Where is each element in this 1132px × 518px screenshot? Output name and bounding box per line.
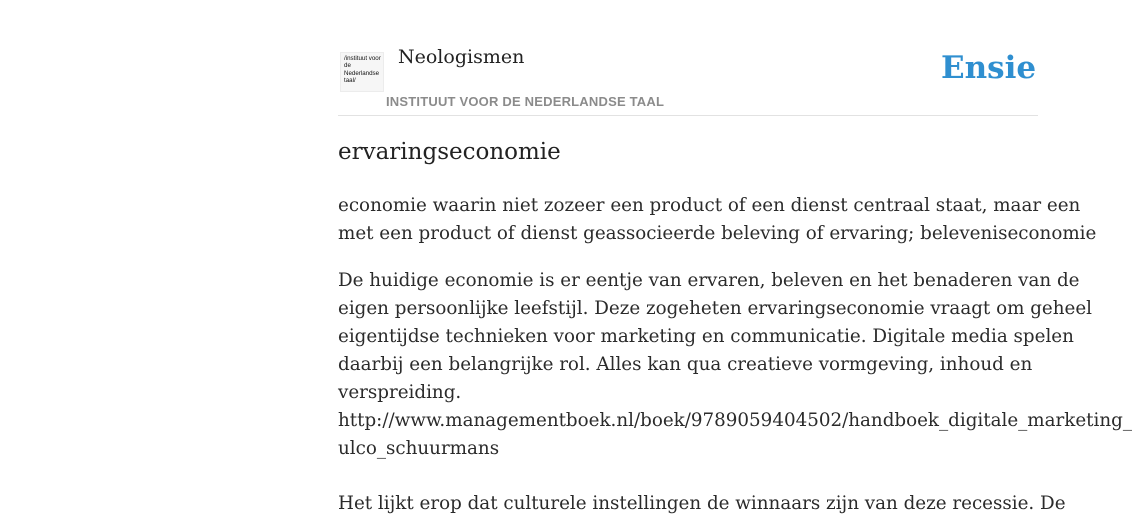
header-divider: [338, 115, 1038, 116]
entry-definition: economie waarin niet zozeer een product of een dienst centraal staat, maar een met een product of dienst geassocieerde beleving of ervaring; beleveniseconomie: [338, 195, 1097, 244]
example-quote: De huidige economie is er eentje van ervaren, beleven en het benaderen van de eigen persoonlijke leefstijl. Deze zogeheten ervaringseconomie vraagt om geheel eigentijdse technieken voor marketing en communicatie. Digitale media spelen daarbij een belangrijke rol. Alles kan qua creatieve vormgeving, inhoud en verspreiding. http://www.managementboek.nl/boek/9789059404502/handboek_digitale_marketing_ ulco_schuurmans: [338, 270, 1132, 459]
page-header: [338, 0, 1038, 116]
inl-logo[interactable]: /instituut voor de Nederlandse taal/: [340, 52, 384, 92]
entry-term: ervaringseconomie: [338, 139, 561, 165]
institute-subtitle: INSTITUUT VOOR DE NEDERLANDSE TAAL: [386, 94, 665, 109]
ensie-logo-link[interactable]: Ensie: [941, 50, 1037, 86]
example-quote: Het lijkt erop dat culturele instellingen de winnaars zijn van deze recessie. De: [338, 493, 1066, 514]
main-content: [338, 0, 1132, 514]
page-title[interactable]: Neologismen: [398, 46, 525, 68]
